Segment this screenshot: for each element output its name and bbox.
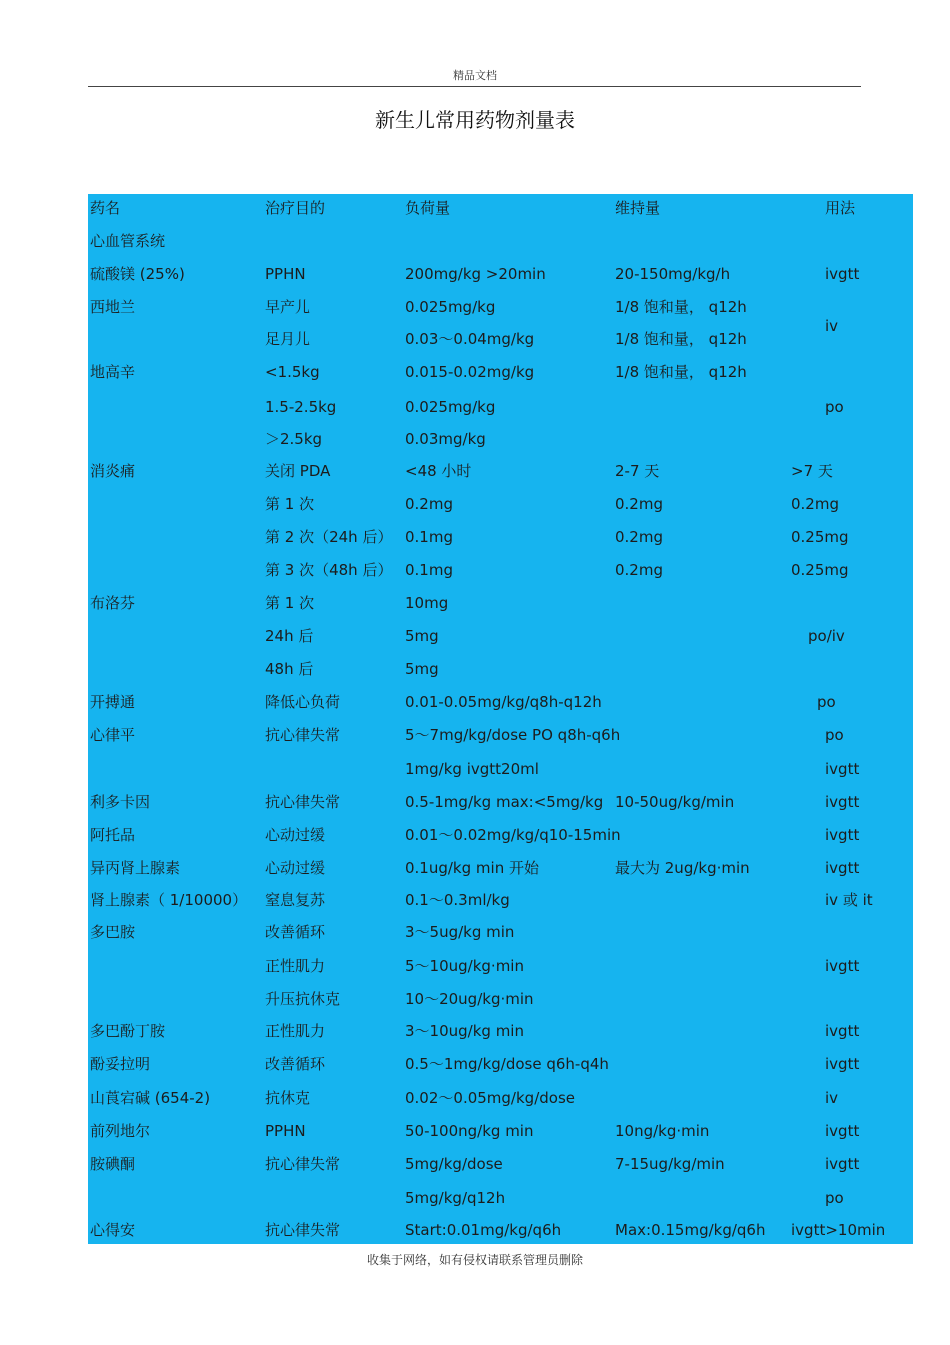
cell-loading-dose: 3～10ug/kg min — [405, 1022, 524, 1040]
column-header-usage: 用法 — [825, 199, 856, 217]
cell-usage: ivgtt — [825, 826, 860, 844]
cell-loading-dose: 1mg/kg ivgtt20ml — [405, 760, 539, 778]
cell-loading-dose: 0.1ug/kg min 开始 — [405, 859, 539, 877]
cell-loading-dose: 5～7mg/kg/dose PO q8h-q6h — [405, 726, 621, 744]
cell-loading-dose: 0.5-1mg/kg max:<5mg/kg — [405, 793, 604, 811]
cell-purpose: 降低心负荷 — [265, 693, 341, 711]
cell-usage: iv 或 it — [825, 891, 873, 909]
cell-loading-dose: 0.01-0.05mg/kg/q8h-q12h — [405, 693, 602, 711]
cell-purpose: 第 3 次（48h 后） — [265, 561, 393, 579]
column-header-maintenance-dose: 维持量 — [615, 199, 661, 217]
cell-usage: 0.2mg — [791, 495, 839, 513]
cell-drug-name: 胺碘酮 — [90, 1155, 136, 1173]
cell-purpose: 正性肌力 — [265, 957, 326, 975]
cell-loading-dose: <48 小时 — [405, 462, 472, 480]
cell-drug-name: 山莨宕碱 (654-2) — [90, 1089, 211, 1107]
cell-drug-name: 多巴酚丁胺 — [90, 1022, 166, 1040]
cell-drug-name: 心得安 — [90, 1221, 136, 1239]
cell-drug-name: 布洛芬 — [90, 594, 136, 612]
cell-drug-name: 心血管系统 — [90, 232, 166, 250]
cell-usage: 0.25mg — [791, 528, 849, 546]
cell-usage: ivgtt — [825, 1155, 860, 1173]
cell-usage: 0.25mg — [791, 561, 849, 579]
cell-maintenance-dose: 0.2mg — [615, 561, 663, 579]
cell-loading-dose: 0.015-0.02mg/kg — [405, 363, 535, 381]
cell-loading-dose: 5～10ug/kg·min — [405, 957, 524, 975]
cell-drug-name: 心律平 — [90, 726, 136, 744]
cell-maintenance-dose: 7-15ug/kg/min — [615, 1155, 725, 1173]
cell-maintenance-dose: 10ng/kg·min — [615, 1122, 710, 1140]
cell-usage: >7 天 — [791, 462, 833, 480]
page-title: 新生儿常用药物剂量表 — [375, 108, 575, 132]
page-footer: 收集于网络，如有侵权请联系管理员删除 — [366, 1253, 583, 1267]
cell-purpose: 早产儿 — [265, 298, 311, 316]
cell-usage: ivgtt — [825, 1122, 860, 1140]
column-header-drug-name: 药名 — [90, 199, 121, 217]
cell-drug-name: 西地兰 — [90, 298, 136, 316]
cell-drug-name: 硫酸镁 (25%) — [90, 265, 185, 283]
cell-loading-dose: 50-100ng/kg min — [405, 1122, 534, 1140]
cell-purpose: 1.5-2.5kg — [265, 398, 337, 416]
cell-usage: ivgtt — [825, 1022, 860, 1040]
cell-usage: po — [825, 398, 844, 416]
cell-drug-name: 地高辛 — [90, 363, 136, 381]
cell-loading-dose: 0.025mg/kg — [405, 398, 496, 416]
page-header: 精品文档 — [453, 69, 497, 82]
cell-purpose: 改善循环 — [265, 923, 326, 941]
cell-purpose: 第 2 次（24h 后） — [265, 528, 393, 546]
header-divider — [88, 86, 861, 87]
cell-drug-name: 肾上腺素（ 1/10000） — [90, 891, 248, 909]
cell-usage: ivgtt — [825, 760, 860, 778]
cell-purpose: 足月儿 — [265, 330, 311, 348]
cell-drug-name: 异丙肾上腺素 — [90, 859, 181, 877]
cell-drug-name: 酚妥拉明 — [90, 1055, 151, 1073]
column-header-loading-dose: 负荷量 — [405, 199, 451, 217]
cell-purpose: 抗心律失常 — [265, 1221, 341, 1239]
cell-loading-dose: 0.1mg — [405, 561, 453, 579]
cell-loading-dose: 5mg — [405, 627, 439, 645]
cell-purpose: 窒息复苏 — [265, 891, 326, 909]
cell-purpose: ＞2.5kg — [265, 430, 323, 448]
cell-maintenance-dose: 2-7 天 — [615, 462, 660, 480]
cell-purpose: 升压抗休克 — [265, 990, 341, 1008]
cell-drug-name: 前列地尔 — [90, 1122, 151, 1140]
cell-usage: iv — [825, 1089, 839, 1107]
cell-usage: iv — [825, 317, 839, 335]
cell-drug-name: 消炎痛 — [90, 462, 136, 480]
cell-drug-name: 利多卡因 — [90, 793, 151, 811]
cell-loading-dose: 0.02～0.05mg/kg/dose — [405, 1089, 575, 1107]
cell-purpose: PPHN — [265, 1122, 306, 1140]
cell-usage: ivgtt — [825, 957, 860, 975]
cell-maintenance-dose: 1/8 饱和量， q12h — [615, 330, 747, 348]
cell-purpose: 正性肌力 — [265, 1022, 326, 1040]
cell-purpose: PPHN — [265, 265, 306, 283]
cell-purpose: 第 1 次 — [265, 495, 315, 513]
cell-loading-dose: 200mg/kg >20min — [405, 265, 546, 283]
cell-loading-dose: 5mg/kg/q12h — [405, 1189, 506, 1207]
cell-loading-dose: 0.1～0.3ml/kg — [405, 891, 510, 909]
cell-purpose: 24h 后 — [265, 627, 314, 645]
cell-purpose: 抗心律失常 — [265, 726, 341, 744]
cell-usage: po — [825, 1189, 844, 1207]
cell-loading-dose: 10～20ug/kg·min — [405, 990, 534, 1008]
cell-purpose: 心动过缓 — [265, 859, 326, 877]
cell-usage: po/iv — [808, 627, 845, 645]
cell-loading-dose: 3～5ug/kg min — [405, 923, 515, 941]
cell-maintenance-dose: 10-50ug/kg/min — [615, 793, 735, 811]
cell-maintenance-dose: 20-150mg/kg/h — [615, 265, 731, 283]
cell-loading-dose: 0.03～0.04mg/kg — [405, 330, 535, 348]
cell-drug-name: 阿托品 — [90, 826, 136, 844]
cell-purpose: 抗休克 — [265, 1089, 311, 1107]
cell-usage: ivgtt>10min — [791, 1221, 886, 1239]
cell-purpose: 抗心律失常 — [265, 1155, 341, 1173]
cell-loading-dose: 5mg/kg/dose — [405, 1155, 503, 1173]
cell-purpose: 48h 后 — [265, 660, 314, 678]
cell-loading-dose: 0.2mg — [405, 495, 453, 513]
cell-purpose: 抗心律失常 — [265, 793, 341, 811]
cell-purpose: 第 1 次 — [265, 594, 315, 612]
dosage-table — [88, 194, 913, 1244]
cell-maintenance-dose: 0.2mg — [615, 495, 663, 513]
cell-loading-dose: 0.025mg/kg — [405, 298, 496, 316]
cell-drug-name: 多巴胺 — [90, 923, 136, 941]
cell-loading-dose: 0.5～1mg/kg/dose q6h-q4h — [405, 1055, 609, 1073]
cell-usage: ivgtt — [825, 265, 860, 283]
cell-usage: ivgtt — [825, 1055, 860, 1073]
cell-purpose: 关闭 PDA — [265, 462, 331, 480]
column-header-purpose: 治疗目的 — [265, 199, 326, 217]
cell-maintenance-dose: 0.2mg — [615, 528, 663, 546]
cell-loading-dose: 0.01～0.02mg/kg/q10-15min — [405, 826, 621, 844]
cell-maintenance-dose: 1/8 饱和量， q12h — [615, 298, 747, 316]
cell-maintenance-dose: 1/8 饱和量， q12h — [615, 363, 747, 381]
cell-maintenance-dose: Max:0.15mg/kg/q6h — [615, 1221, 766, 1239]
cell-loading-dose: 0.03mg/kg — [405, 430, 486, 448]
cell-purpose: <1.5kg — [265, 363, 320, 381]
cell-loading-dose: Start:0.01mg/kg/q6h — [405, 1221, 562, 1239]
cell-loading-dose: 0.1mg — [405, 528, 453, 546]
cell-drug-name: 开搏通 — [90, 693, 136, 711]
cell-purpose: 心动过缓 — [265, 826, 326, 844]
cell-loading-dose: 10mg — [405, 594, 449, 612]
cell-usage: ivgtt — [825, 859, 860, 877]
cell-usage: ivgtt — [825, 793, 860, 811]
cell-maintenance-dose: 最大为 2ug/kg·min — [615, 859, 750, 877]
cell-usage: po — [825, 726, 844, 744]
cell-loading-dose: 5mg — [405, 660, 439, 678]
cell-purpose: 改善循环 — [265, 1055, 326, 1073]
cell-usage: po — [817, 693, 836, 711]
